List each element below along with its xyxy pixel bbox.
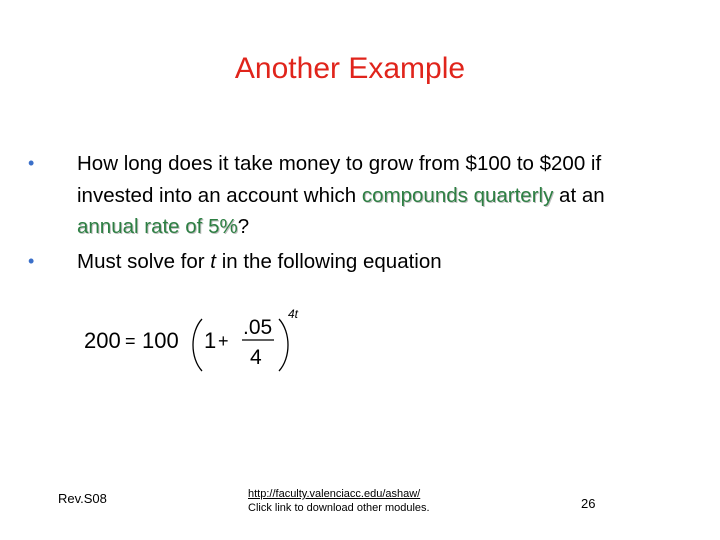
equation-plus: + bbox=[218, 331, 229, 351]
equation-equals: = bbox=[125, 331, 136, 351]
link-note: Click link to download other modules. bbox=[248, 502, 430, 514]
right-parenthesis bbox=[279, 319, 288, 371]
highlight-compounds-quarterly: compounds quarterly bbox=[361, 183, 554, 207]
variable-t: t bbox=[210, 249, 216, 273]
revision-label: Rev.S08 bbox=[58, 491, 107, 506]
solve-text-end: in the following equation bbox=[216, 249, 442, 273]
fraction-numerator: .05 bbox=[243, 316, 273, 339]
slide-title: Another Example bbox=[234, 52, 466, 85]
bullet-dot-icon: • bbox=[28, 153, 35, 173]
left-parenthesis bbox=[193, 319, 202, 371]
fraction-denominator: 4 bbox=[250, 346, 262, 369]
bullet-dot-icon: • bbox=[28, 250, 35, 271]
question-text: How long does it take money to grow from $100 to $200 if invested into an account which bbox=[77, 152, 602, 207]
equation-coefficient: 100 bbox=[142, 328, 179, 353]
bullet-item-solve bbox=[28, 246, 668, 278]
page-number: 26 bbox=[581, 496, 596, 511]
equation-lhs: 200 bbox=[84, 328, 121, 353]
faculty-link[interactable]: http://faculty.valenciacc.edu/ashaw/ bbox=[248, 488, 421, 500]
question-text-mid: at an bbox=[553, 183, 605, 207]
equation-exponent: 4t bbox=[288, 307, 299, 321]
bullet-item-question bbox=[28, 148, 668, 243]
equation-one: 1 bbox=[204, 328, 217, 353]
question-mark: ? bbox=[237, 215, 250, 238]
highlight-annual-rate: annual rate of 5% bbox=[77, 215, 238, 238]
bullet-list bbox=[28, 148, 668, 277]
compound-interest-equation bbox=[84, 302, 314, 382]
solve-text-start: Must solve for bbox=[77, 249, 211, 273]
footer-link-block bbox=[248, 487, 430, 515]
